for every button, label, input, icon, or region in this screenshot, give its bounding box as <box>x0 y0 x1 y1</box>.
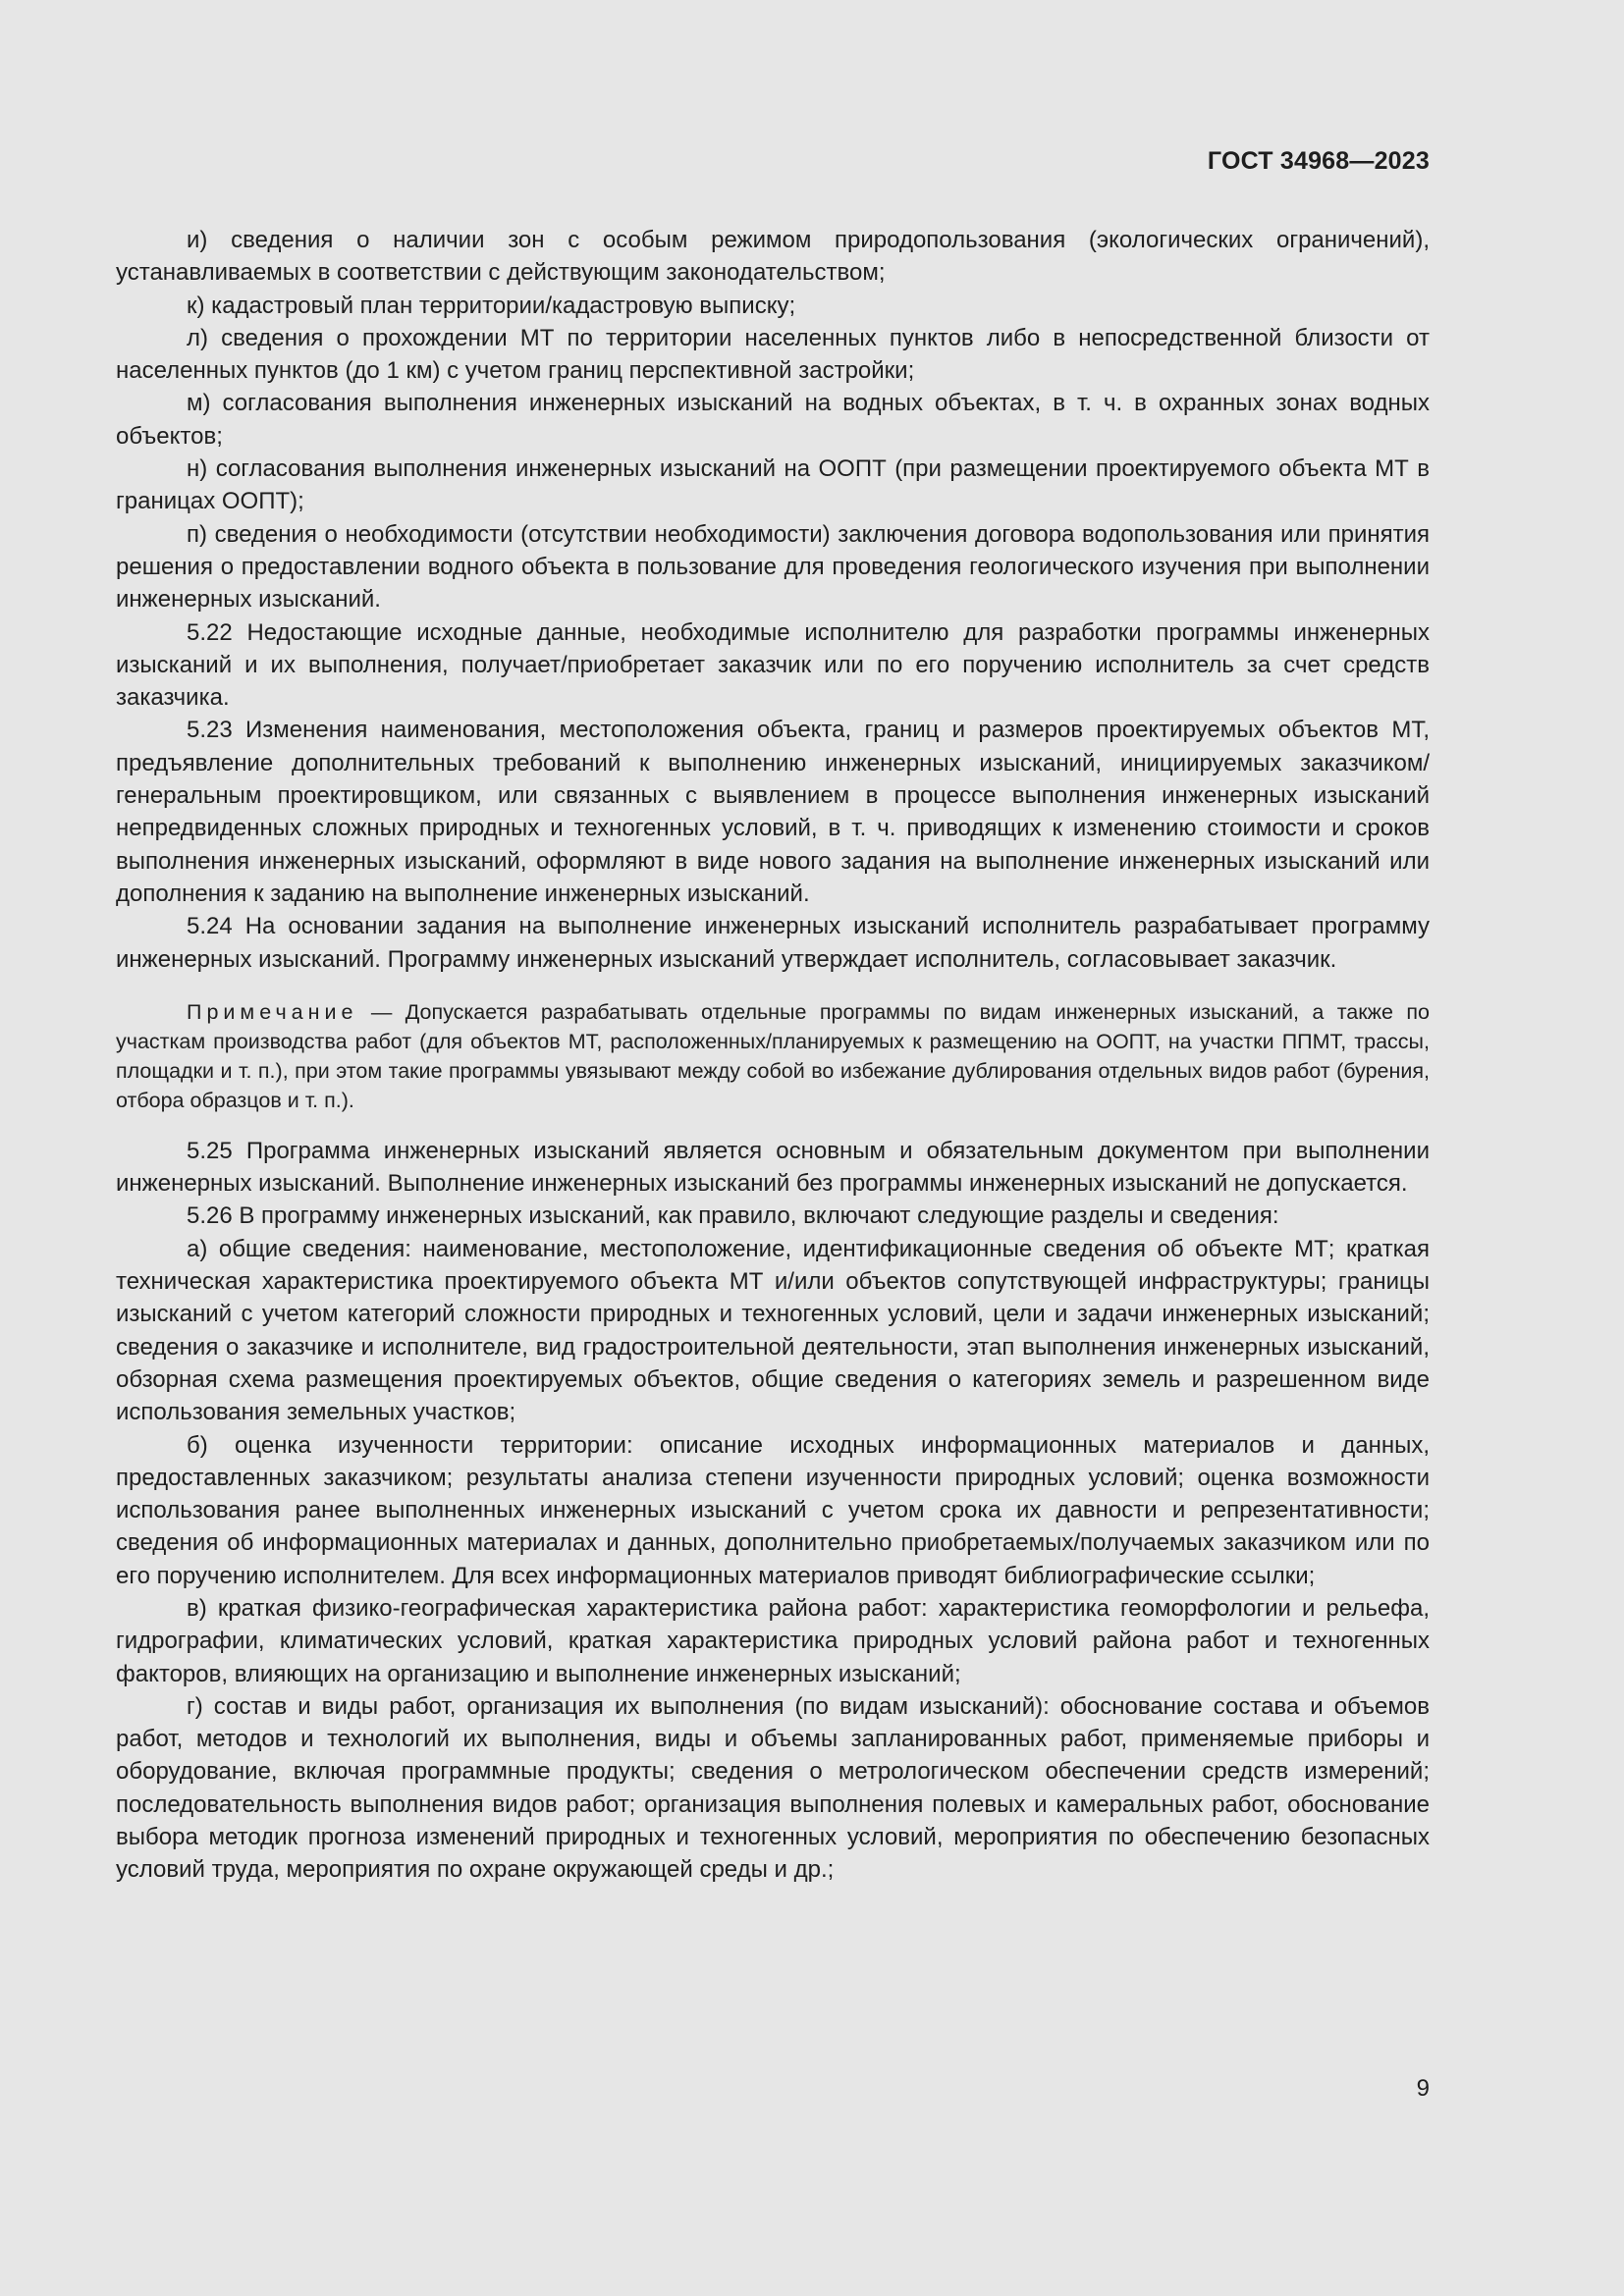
note-text: — Допускается разрабатывать отдельные программы по видам инженерных изысканий, а также по участкам производства работ (для объектов МТ, расположенных/планируемых к размещению на ООПТ, на участки ППМТ, трассы, площадки и т. п.), при этом такие программы увязывают между собой во избежание дублирования отдельных видов работ (бурения, отбора образцов и т. п.). <box>116 999 1430 1112</box>
list-item-m: м) согласования выполнения инженерных изысканий на водных объектах, в т. ч. в охранных зонах водных объектов; <box>116 390 1430 450</box>
list-item-i: и) сведения о наличии зон с особым режимом природопользования (экологических ограничений), устанавливаемых в соответствии с действующим законодательством; <box>116 227 1430 287</box>
note-label: Примечание <box>187 999 358 1024</box>
list-item-v: в) краткая физико-географическая характеристика района работ: характеристика геоморфологии и рельефа, гидрографии, климатических условий, краткая характеристика природных условий района работ и техногенных факторов, влияющих на организацию и выполнение инженерных изысканий; <box>116 1594 1430 1687</box>
note-block <box>116 997 1430 1115</box>
clause-5-22: 5.22 Недостающие исходные данные, необходимые исполнителю для разработки программы инженерных изысканий и их выполнения, получает/приобретает заказчик или по его поручению исполнитель за счет средств заказчика. <box>116 618 1430 712</box>
list-item-a: а) общие сведения: наименование, местоположение, идентификационные сведения об объекте МТ; краткая техническая характеристика проектируемого объекта МТ и/или объектов сопутствующей инфраструктуры; границы изысканий с учетом категорий сложности природных и техногенных условий, цели и задачи инженерных изысканий; сведения о заказчике и исполнителе, вид градостроительной деятельности, этап выполнения инженерных изысканий, обзорная схема размещения проектируемых объектов, общие сведения о категориях земель и разрешенном виде использования земельных участков; <box>116 1235 1430 1426</box>
document-code-header: ГОСТ 34968—2023 <box>1207 147 1430 175</box>
clause-5-23: 5.23 Изменения наименования, местоположения объекта, границ и размеров проектируемых объектов МТ, предъявление дополнительных требований к выполнению инженерных изысканий, инициируемых заказчиком/генеральным проектировщиком, или связанных с выявлением в процессе выполнения инженерных изысканий непредвиденных сложных природных и техногенных условий, в т. ч. приводящих к изменению стоимости и сроков выполнения инженерных изысканий, оформляют в виде нового задания на выполнение инженерных изысканий или дополнения к заданию на выполнение инженерных изысканий. <box>116 717 1430 907</box>
clause-5-26: 5.26 В программу инженерных изысканий, как правило, включают следующие разделы и сведения: <box>187 1202 1279 1230</box>
list-item-l: л) сведения о прохождении МТ по территории населенных пунктов либо в непосредственной близости от населенных пунктов (до 1 км) с учетом границ перспективной застройки; <box>116 324 1430 385</box>
clause-5-25: 5.25 Программа инженерных изысканий является основным и обязательным документом при выполнении инженерных изысканий. Выполнение инженерных изысканий без программы инженерных изысканий не допускается. <box>116 1137 1430 1198</box>
page-number: 9 <box>1416 2075 1430 2102</box>
page-body <box>116 224 1430 1887</box>
list-item-p: п) сведения о необходимости (отсутствии необходимости) заключения договора водопользования или принятия решения о предоставлении водного объекта в пользование для проведения геологического изучения при выполнении инженерных изысканий. <box>116 520 1430 614</box>
list-item-k: к) кадастровый план территории/кадастровую выписку; <box>187 292 796 319</box>
list-item-n: н) согласования выполнения инженерных изысканий на ООПТ (при размещении проектируемого объекта МТ в границах ООПТ); <box>116 455 1430 515</box>
list-item-g: г) состав и виды работ, организация их выполнения (по видам изысканий): обоснование состава и объемов работ, методов и технологий их выполнения, виды и объемы запланированных работ, применяемые приборы и оборудование, включая программные продукты; сведения о метрологическом обеспечении средств измерений; последовательность выполнения видов работ; организация выполнения полевых и камеральных работ, обоснование выбора методик прогноза изменений природных и техногенных условий, мероприятия по обеспечению безопасных условий труда, мероприятия по охране окружающей среды и др.; <box>116 1692 1430 1884</box>
clause-5-24: 5.24 На основании задания на выполнение инженерных изысканий исполнитель разрабатывает программу инженерных изысканий. Программу инженерных изысканий утверждает исполнитель, согласовывает заказчик. <box>116 913 1430 973</box>
list-item-b: б) оценка изученности территории: описание исходных информационных материалов и данных, предоставленных заказчиком; результаты анализа степени изученности природных условий; оценка возможности использования ранее выполненных инженерных изысканий с учетом срока их давности и репрезентативности; сведения об информационных материалах и данных, дополнительно приобретаемых/получаемых заказчиком или по его поручению исполнителем. Для всех информационных материалов приводят библиографические ссылки; <box>116 1431 1430 1589</box>
